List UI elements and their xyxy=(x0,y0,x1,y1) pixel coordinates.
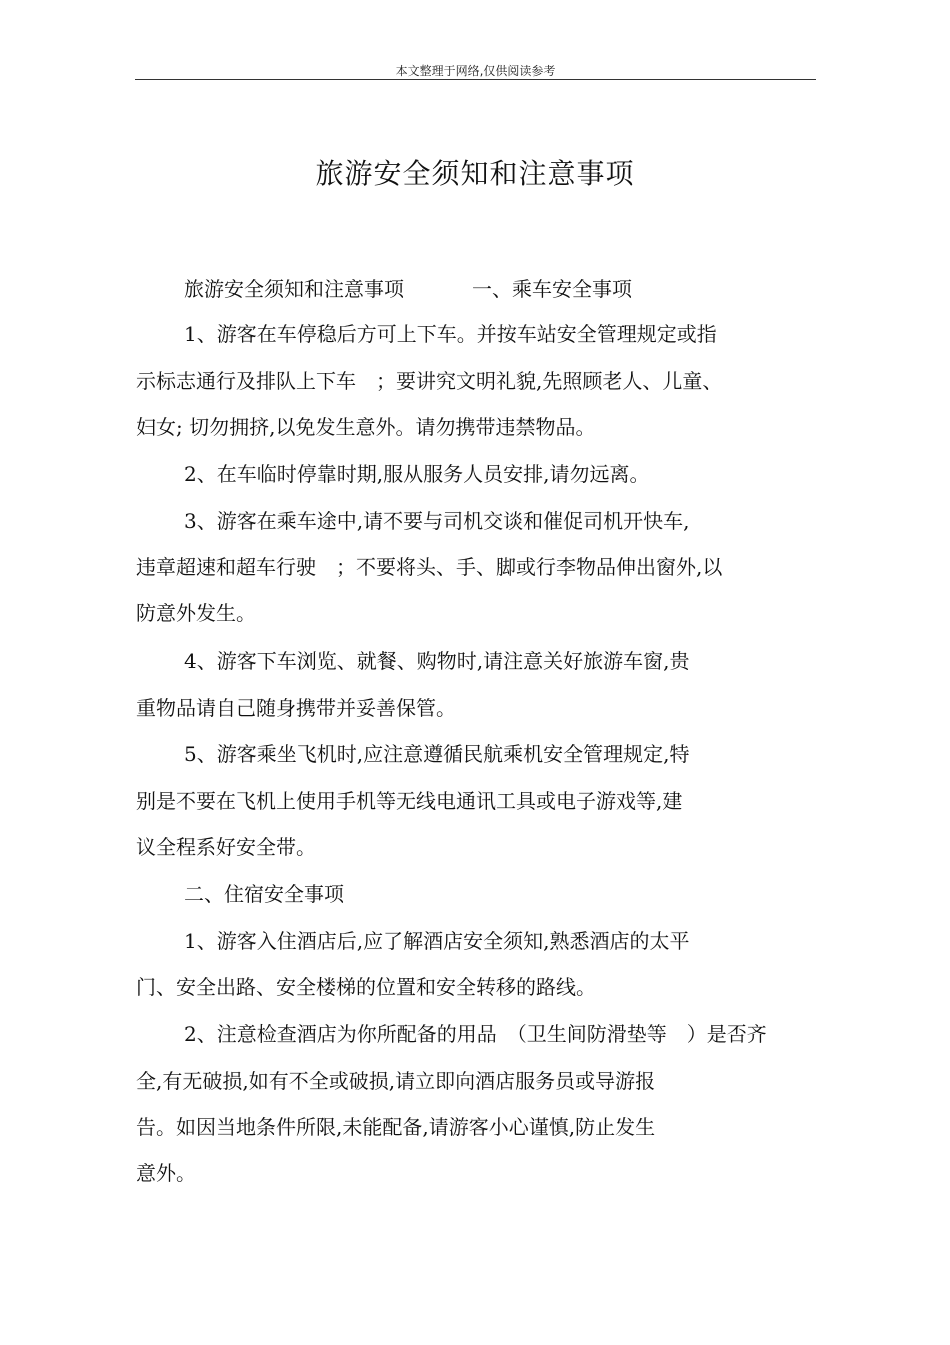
paragraph-line: 示标志通行及排队上下车 ；要讲究文明礼貌,先照顾老人、儿童、 xyxy=(136,369,723,393)
paragraph-line: 防意外发生。 xyxy=(136,601,256,625)
paragraph-line: 重物品请自己随身携带并妥善保管。 xyxy=(136,696,456,720)
paragraph-line: 全,有无破损,如有不全或破损,请立即向酒店服务员或导游报 xyxy=(136,1069,656,1093)
intro-line xyxy=(184,276,632,302)
section-heading-two: 二、住宿安全事项 xyxy=(184,882,344,906)
paragraph-line: 2、注意检查酒店为你所配备的用品 （卫生间防滑垫等 ）是否齐 xyxy=(184,1022,767,1046)
paragraph-line: 门、安全出路、安全楼梯的位置和安全转移的路线。 xyxy=(136,975,596,999)
paragraph-line: 意外。 xyxy=(136,1161,196,1185)
paragraph-line: 3、游客在乘车途中,请不要与司机交谈和催促司机开快车, xyxy=(184,509,690,533)
paragraph-line: 2、在车临时停靠时期,服从服务人员安排,请勿远离。 xyxy=(184,462,650,486)
section-heading-one: 一、乘车安全事项 xyxy=(472,277,632,301)
paragraph-line: 议全程系好安全带。 xyxy=(136,835,316,859)
paragraph-line: 4、游客下车浏览、就餐、购物时,请注意关好旅游车窗,贵 xyxy=(184,649,690,673)
header-note: 本文整理于网络,仅供阅读参考 xyxy=(395,64,556,78)
paragraph-line: 违章超速和超车行驶 ；不要将头、手、脚或行李物品伸出窗外,以 xyxy=(136,555,723,579)
paragraph-line: 别是不要在飞机上使用手机等无线电通讯工具或电子游戏等,建 xyxy=(136,789,683,813)
paragraph-line: 5、游客乘坐飞机时,应注意遵循民航乘机安全管理规定,特 xyxy=(184,742,690,766)
paragraph-line: 妇女; 切勿拥挤,以免发生意外。请勿携带违禁物品。 xyxy=(136,415,596,439)
paragraph-line: 1、游客在车停稳后方可上下车。并按车站安全管理规定或指 xyxy=(184,322,717,346)
header-divider xyxy=(135,79,816,80)
paragraph-line: 1、游客入住酒店后,应了解酒店安全须知,熟悉酒店的太平 xyxy=(184,929,690,953)
paragraph-line: 告。如因当地条件所限,未能配备,请游客小心谨慎,防止发生 xyxy=(136,1115,656,1139)
document-title: 旅游安全须知和注意事项 xyxy=(315,157,635,190)
intro-doc-name: 旅游安全须知和注意事项 xyxy=(184,277,404,301)
